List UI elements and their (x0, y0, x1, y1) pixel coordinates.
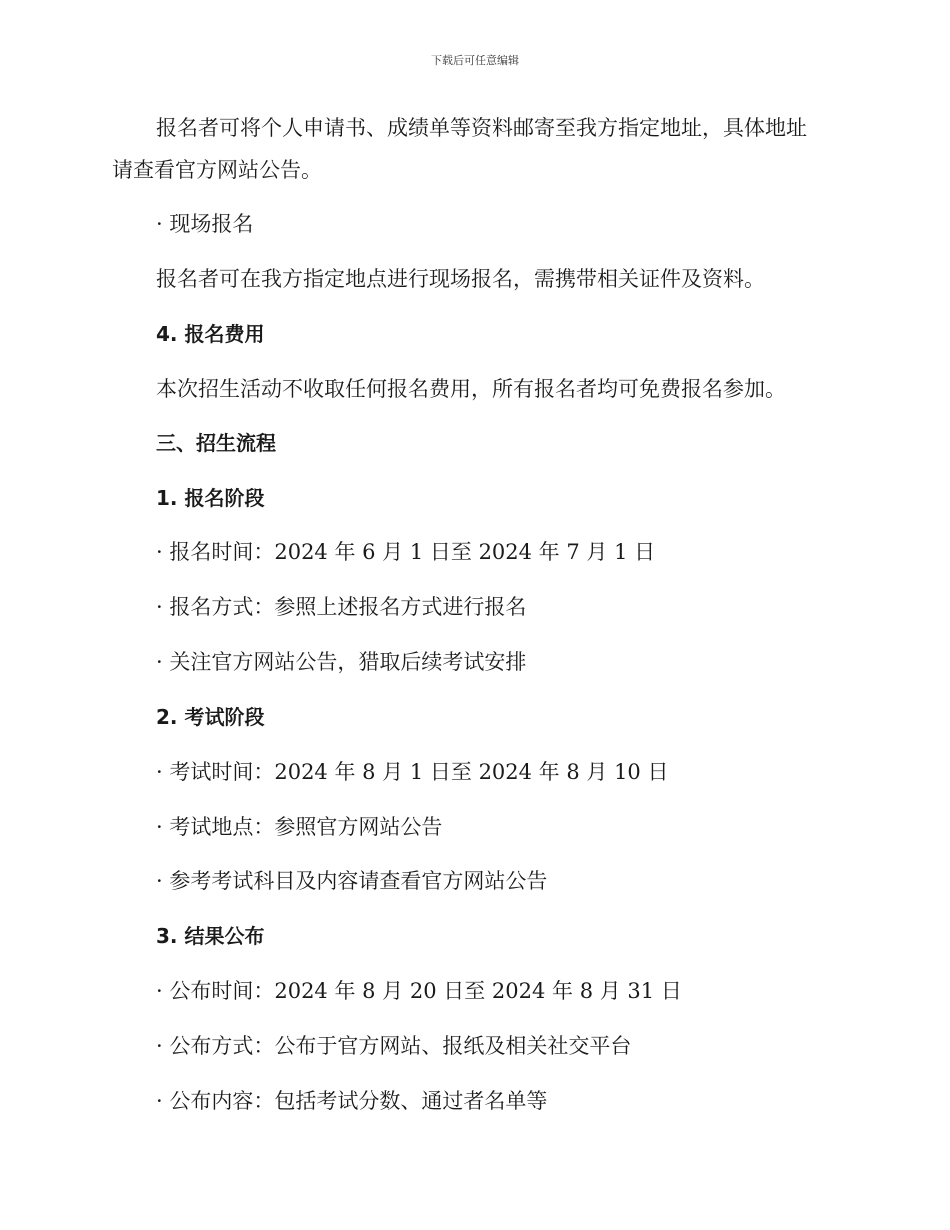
heading-stage-registration: 1. 报名阶段 (156, 486, 265, 510)
paragraph-mail-line-1: 报名者可将个人申请书、成绩单等资料邮寄至我方指定地址，具体地址 (156, 116, 807, 140)
list-item-registration-time: · 报名时间：2024 年 6 月 1 日至 2024 年 7 月 1 日 (156, 540, 656, 564)
list-item-exam-location: · 考试地点：参照官方网站公告 (156, 815, 443, 839)
heading-stage-exam: 2. 考试阶段 (156, 705, 265, 729)
list-item-exam-time: · 考试时间：2024 年 8 月 1 日至 2024 年 8 月 10 日 (156, 760, 669, 784)
list-item-results-time: · 公布时间：2024 年 8 月 20 日至 2024 年 8 月 31 日 (156, 979, 682, 1003)
list-item-results-content: · 公布内容：包括考试分数、通过者名单等 (156, 1089, 548, 1113)
list-item-results-method: · 公布方式：公布于官方网站、报纸及相关社交平台 (156, 1034, 632, 1058)
heading-stage-results: 3. 结果公布 (156, 924, 265, 948)
list-item-exam-subjects: · 参考考试科目及内容请查看官方网站公告 (156, 869, 548, 893)
bullet-onsite-registration: · 现场报名 (156, 212, 254, 236)
list-item-follow-announcement: · 关注官方网站公告，猎取后续考试安排 (156, 650, 527, 674)
paragraph-onsite: 报名者可在我方指定地点进行现场报名，需携带相关证件及资料。 (156, 267, 765, 291)
paragraph-fee: 本次招生活动不收取任何报名费用，所有报名者均可免费报名参加。 (156, 377, 786, 401)
heading-process: 三、招生流程 (156, 431, 276, 455)
paragraph-mail-line-2: 请查看官方网站公告。 (112, 158, 322, 182)
heading-fee: 4. 报名费用 (156, 322, 265, 346)
header-note: 下载后可任意编辑 (431, 54, 519, 67)
list-item-registration-method: · 报名方式：参照上述报名方式进行报名 (156, 595, 527, 619)
